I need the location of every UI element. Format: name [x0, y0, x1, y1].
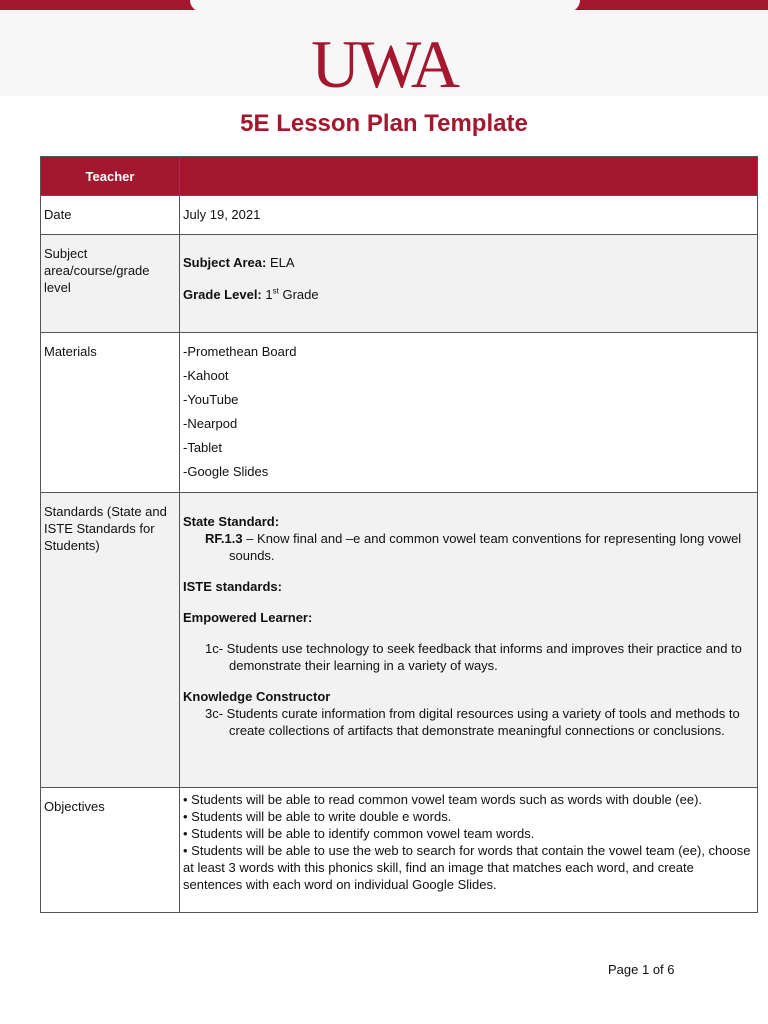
knowledge-text: 3c- Students curate information from digital resources using a variety of tools and methods to create collections of artifacts that demonstrate meaningful connections or conclusions. — [205, 706, 740, 738]
objective-item: • Students will be able to use the web to search for words that contain the vowel team (ee), choose at least 3 words with this phonics skill, find an image that matches each word, and create sentences with each word on individual Google Slides. — [183, 843, 751, 892]
document-title: 5E Lesson Plan Template — [240, 110, 528, 137]
grade-level-sup: st — [272, 286, 279, 296]
state-standard-text — [183, 530, 754, 564]
rf-code: RF.1.3 — [205, 531, 243, 546]
knowledge-heading: Knowledge Constructor — [183, 689, 331, 704]
teacher-label: Teacher — [41, 157, 180, 196]
material-item: -Tablet — [183, 440, 223, 455]
rf-text: – Know final and –e and common vowel team conventions for representing long vowel sounds. — [229, 531, 742, 563]
material-item: -Google Slides — [183, 464, 269, 479]
objective-item: • Students will be able to write double e words. — [183, 809, 452, 824]
material-item: -Kahoot — [183, 368, 229, 383]
subject-row — [41, 235, 758, 333]
empowered-heading: Empowered Learner: — [183, 610, 313, 625]
grade-level-rest: Grade — [278, 287, 319, 302]
teacher-value — [180, 157, 758, 196]
uwa-logo: UWA — [311, 26, 457, 102]
empowered-text: 1c- Students use technology to seek feedback that informs and improves their practice and to demonstrate their learning in a variety of ways. — [205, 641, 742, 673]
date-label: Date — [41, 196, 180, 235]
material-item: -YouTube — [183, 392, 239, 407]
materials-label: Materials — [41, 333, 180, 493]
standards-label: Standards (State and ISTE Standards for Students) — [41, 493, 180, 788]
subject-area-label: Subject Area: — [183, 255, 267, 270]
standards-content — [180, 493, 758, 788]
standards-row — [41, 493, 758, 788]
header-notch — [190, 0, 580, 12]
materials-list — [180, 333, 758, 493]
state-standard-heading: State Standard: — [183, 514, 280, 529]
objectives-label: Objectives — [41, 788, 180, 913]
objective-item: • Students will be able to read common vowel team words such as words with double (ee). — [183, 792, 703, 807]
subject-value — [180, 235, 758, 333]
materials-row — [41, 333, 758, 493]
subject-label: Subject area/course/grade level — [41, 235, 180, 333]
teacher-row — [41, 157, 758, 196]
grade-level-label: Grade Level: — [183, 287, 262, 302]
iste-heading: ISTE standards: — [183, 579, 282, 594]
material-item: -Promethean Board — [183, 344, 297, 359]
grade-level-line — [183, 286, 754, 303]
lesson-plan-table — [40, 156, 758, 913]
objective-item: • Students will be able to identify common vowel team words. — [183, 826, 535, 841]
grade-level-num: 1 — [261, 287, 273, 302]
material-item: -Nearpod — [183, 416, 238, 431]
subject-area-line — [183, 254, 754, 271]
date-value: July 19, 2021 — [180, 196, 758, 235]
page-number: Page 1 of 6 — [608, 962, 675, 977]
subject-area-value: ELA — [266, 255, 295, 270]
objectives-row — [41, 788, 758, 913]
objectives-list — [180, 788, 758, 913]
date-row — [41, 196, 758, 235]
